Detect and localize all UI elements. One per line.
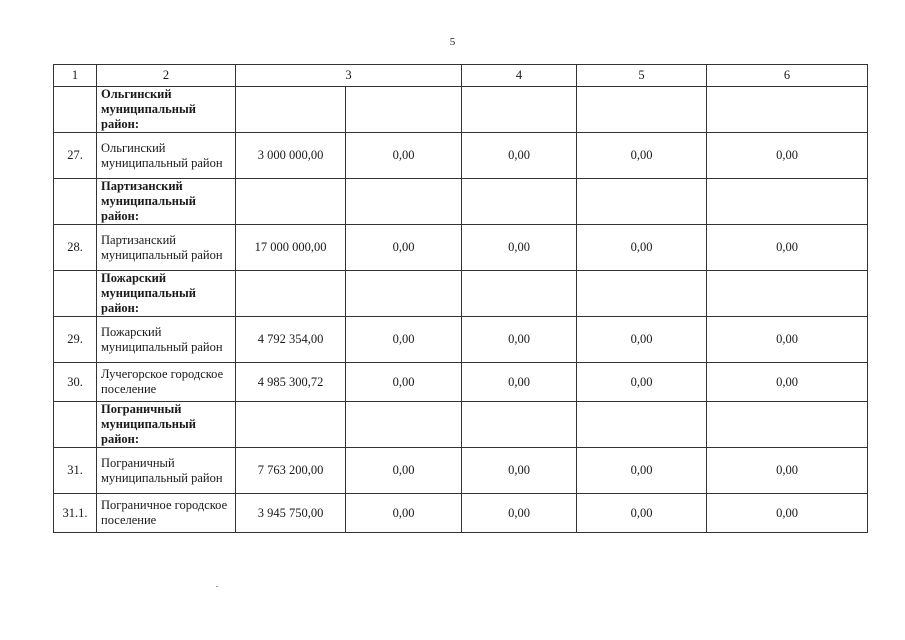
value-cell: [236, 402, 346, 448]
group-name: Пограничный муниципальный район:: [97, 402, 236, 448]
value-cell: [577, 402, 707, 448]
header-cell: 4: [462, 65, 577, 87]
header-cell: 1: [54, 65, 97, 87]
value-cell: [577, 271, 707, 317]
value-cell: 0,00: [577, 448, 707, 494]
row-number: [54, 87, 97, 133]
value-cell: 3 945 750,00: [236, 494, 346, 533]
group-row: [54, 87, 868, 133]
value-cell: [707, 402, 868, 448]
value-cell: 0,00: [707, 317, 868, 363]
group-name: Партизанский муниципальный район:: [97, 179, 236, 225]
table-row: [54, 363, 868, 402]
value-cell: 0,00: [577, 494, 707, 533]
value-cell: [577, 87, 707, 133]
value-cell: [236, 179, 346, 225]
value-cell: 0,00: [462, 133, 577, 179]
value-cell: 0,00: [707, 133, 868, 179]
header-cell: 3: [236, 65, 462, 87]
value-cell: [346, 87, 462, 133]
value-cell: 0,00: [462, 494, 577, 533]
row-number: 31.: [54, 448, 97, 494]
value-cell: 3 000 000,00: [236, 133, 346, 179]
page-number: 5: [449, 36, 456, 48]
value-cell: 0,00: [346, 225, 462, 271]
header-cell: 2: [97, 65, 236, 87]
value-cell: 0,00: [577, 225, 707, 271]
table-row: [54, 225, 868, 271]
value-cell: 0,00: [346, 494, 462, 533]
value-cell: 0,00: [577, 363, 707, 402]
value-cell: 4 985 300,72: [236, 363, 346, 402]
value-cell: 0,00: [577, 317, 707, 363]
value-cell: 0,00: [462, 225, 577, 271]
row-name: Лучегорское городское поселение: [97, 363, 236, 402]
table-row: [54, 133, 868, 179]
table-row: [54, 317, 868, 363]
value-cell: 0,00: [707, 494, 868, 533]
row-number: [54, 402, 97, 448]
table-row: [54, 448, 868, 494]
value-cell: 0,00: [346, 448, 462, 494]
row-number: 30.: [54, 363, 97, 402]
row-name: Партизанский муниципальный район: [97, 225, 236, 271]
value-cell: [236, 271, 346, 317]
budget-table: [53, 64, 868, 533]
value-cell: [462, 271, 577, 317]
value-cell: [707, 271, 868, 317]
table-row: [54, 494, 868, 533]
group-row: [54, 179, 868, 225]
row-number: [54, 271, 97, 317]
row-name: Пограничное городское поселение: [97, 494, 236, 533]
value-cell: [346, 179, 462, 225]
value-cell: [707, 87, 868, 133]
value-cell: 0,00: [462, 448, 577, 494]
value-cell: 0,00: [462, 317, 577, 363]
header-cell: 5: [577, 65, 707, 87]
row-name: Пожарский муниципальный район: [97, 317, 236, 363]
value-cell: [462, 179, 577, 225]
value-cell: 0,00: [346, 363, 462, 402]
value-cell: 0,00: [346, 133, 462, 179]
header-cell: 6: [707, 65, 868, 87]
value-cell: 4 792 354,00: [236, 317, 346, 363]
value-cell: [346, 271, 462, 317]
row-name: Ольгинский муниципальный район: [97, 133, 236, 179]
group-row: [54, 271, 868, 317]
row-number: 28.: [54, 225, 97, 271]
value-cell: [236, 87, 346, 133]
value-cell: 0,00: [577, 133, 707, 179]
value-cell: [707, 179, 868, 225]
row-name: Пограничный муниципальный район: [97, 448, 236, 494]
value-cell: 0,00: [462, 363, 577, 402]
value-cell: 0,00: [346, 317, 462, 363]
value-cell: [462, 87, 577, 133]
scan-speck: [216, 586, 218, 587]
group-name: Пожарский муниципальный район:: [97, 271, 236, 317]
group-row: [54, 402, 868, 448]
value-cell: 0,00: [707, 448, 868, 494]
row-number: [54, 179, 97, 225]
value-cell: 17 000 000,00: [236, 225, 346, 271]
value-cell: 7 763 200,00: [236, 448, 346, 494]
value-cell: [462, 402, 577, 448]
group-name: Ольгинский муниципальный район:: [97, 87, 236, 133]
row-number: 29.: [54, 317, 97, 363]
row-number: 27.: [54, 133, 97, 179]
value-cell: 0,00: [707, 225, 868, 271]
value-cell: [346, 402, 462, 448]
value-cell: 0,00: [707, 363, 868, 402]
header-row: [54, 65, 868, 87]
row-number: 31.1.: [54, 494, 97, 533]
value-cell: [577, 179, 707, 225]
